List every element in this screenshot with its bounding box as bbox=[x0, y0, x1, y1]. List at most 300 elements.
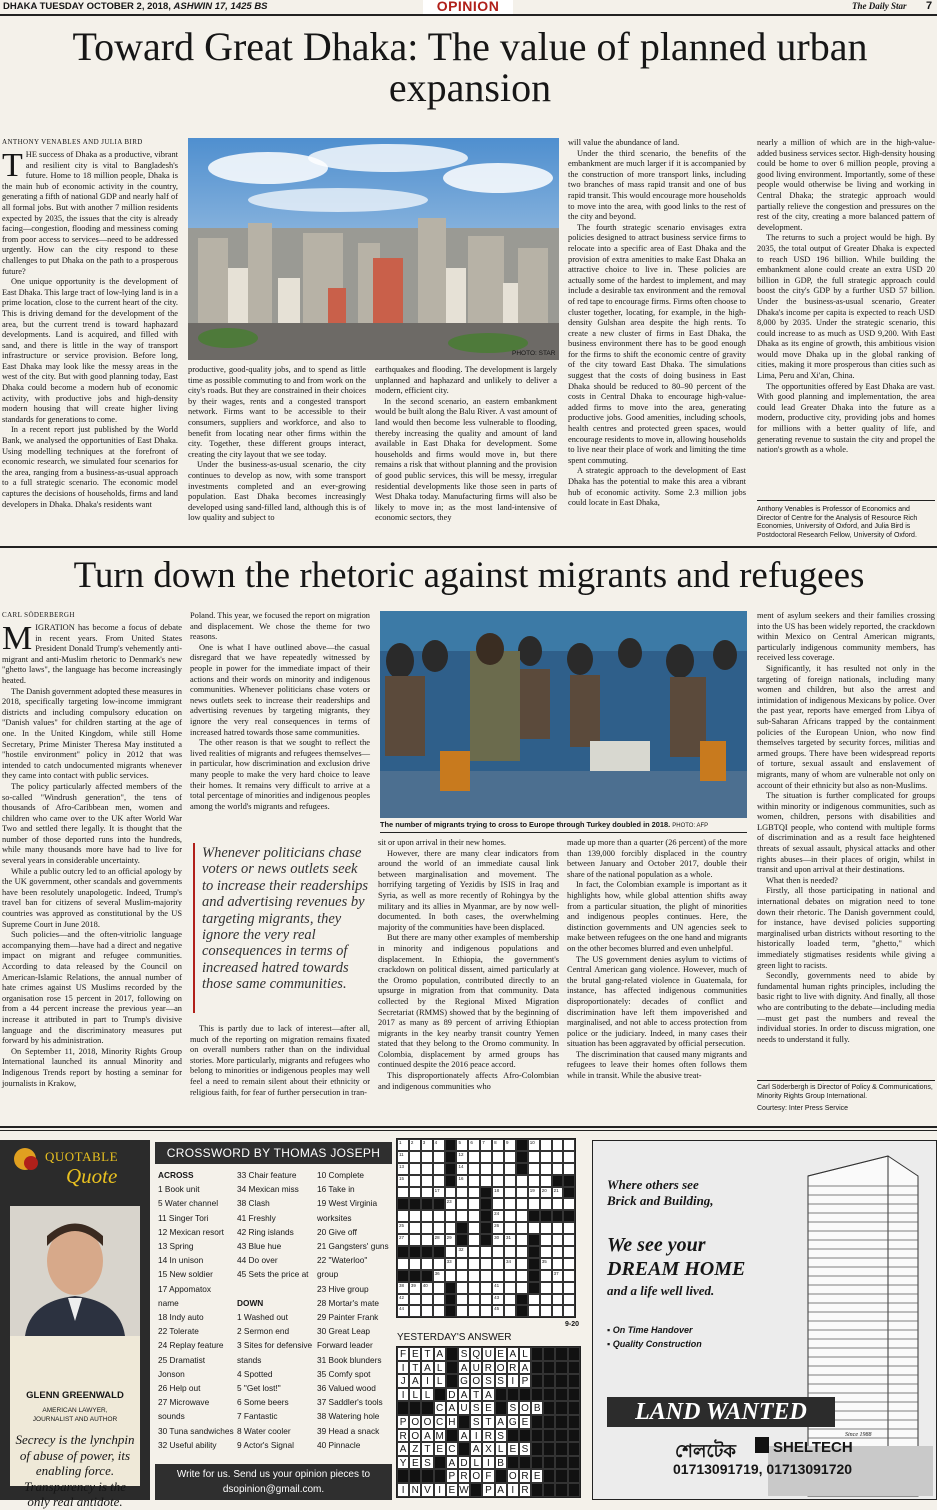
grid-cell[interactable] bbox=[504, 1222, 516, 1234]
grid-cell[interactable] bbox=[445, 1258, 457, 1270]
migrants-boat-photo bbox=[380, 611, 747, 818]
grid-cell bbox=[480, 1198, 492, 1210]
grid-cell[interactable] bbox=[504, 1163, 516, 1175]
answer-cell: H bbox=[446, 1415, 458, 1429]
grid-cell[interactable] bbox=[492, 1198, 504, 1210]
grid-cell[interactable] bbox=[504, 1246, 516, 1258]
puzzle-date: 9-20 bbox=[565, 1321, 580, 1328]
grid-cell[interactable] bbox=[528, 1187, 540, 1199]
grid-cell[interactable] bbox=[480, 1163, 492, 1175]
grid-cell[interactable] bbox=[492, 1305, 504, 1317]
grid-cell[interactable] bbox=[445, 1234, 457, 1246]
grid-cell[interactable] bbox=[552, 1246, 564, 1258]
answer-cell bbox=[434, 1388, 446, 1402]
grid-cell[interactable] bbox=[456, 1175, 468, 1187]
grid-cell[interactable] bbox=[409, 1163, 421, 1175]
grid-cell[interactable] bbox=[540, 1294, 552, 1306]
grid-cell[interactable] bbox=[492, 1210, 504, 1222]
grid-cell[interactable] bbox=[492, 1163, 504, 1175]
opinion-email[interactable]: dsopinion@gmail.com. bbox=[222, 1484, 325, 1495]
grid-cell[interactable] bbox=[409, 1139, 421, 1151]
answer-cell bbox=[568, 1388, 580, 1402]
grid-cell[interactable] bbox=[397, 1210, 409, 1222]
grid-cell[interactable] bbox=[421, 1282, 433, 1294]
clue-number: 30 bbox=[494, 1235, 500, 1241]
grid-cell[interactable] bbox=[528, 1151, 540, 1163]
answer-cell: S bbox=[519, 1442, 531, 1456]
page-number: 7 bbox=[926, 0, 933, 12]
grid-cell[interactable] bbox=[516, 1234, 528, 1246]
answer-cell: T bbox=[409, 1361, 421, 1375]
grid-cell[interactable] bbox=[456, 1198, 468, 1210]
grid-cell bbox=[528, 1258, 540, 1270]
grid-cell[interactable] bbox=[552, 1270, 564, 1282]
grid-cell bbox=[456, 1234, 468, 1246]
brand-bangla: শেলটেক bbox=[675, 1441, 736, 1461]
clue-number: 28 bbox=[434, 1235, 440, 1241]
grid-cell[interactable] bbox=[480, 1258, 492, 1270]
grid-cell[interactable] bbox=[468, 1139, 480, 1151]
grid-cell[interactable] bbox=[528, 1222, 540, 1234]
grid-cell[interactable] bbox=[433, 1270, 445, 1282]
grid-cell[interactable] bbox=[492, 1294, 504, 1306]
answer-cell bbox=[519, 1429, 531, 1443]
courtesy-line: Courtesy: Inter Press Service bbox=[757, 1105, 849, 1112]
answer-cell bbox=[543, 1483, 555, 1497]
answer-cell bbox=[531, 1361, 543, 1375]
answer-cell bbox=[519, 1456, 531, 1470]
grid-cell bbox=[480, 1234, 492, 1246]
grid-cell[interactable] bbox=[397, 1139, 409, 1151]
grid-cell[interactable] bbox=[563, 1282, 575, 1294]
clue-number: 8 bbox=[494, 1140, 497, 1145]
grid-cell[interactable] bbox=[540, 1163, 552, 1175]
answer-cell bbox=[555, 1442, 567, 1456]
grid-cell[interactable] bbox=[421, 1294, 433, 1306]
grid-cell[interactable] bbox=[516, 1270, 528, 1282]
grid-cell[interactable] bbox=[540, 1246, 552, 1258]
grid-cell[interactable] bbox=[445, 1270, 457, 1282]
answer-cell: S bbox=[421, 1456, 433, 1470]
article1-col2: productive, good-quality jobs, and to spend as little time as possible commuting to and from work on the city's roads. But they are constrained in their choices by their wages, rents and a congested transport network. Firms want to be accessible to their consumers, suppliers and workforce, and also to benefit from locating near other firms within the city. Together, these different groups interact, creating the city layout that we see today. Under the business-as-usual scenario, the city continues to develop as now, with some transport investments completed and an ever-growing population. East Dhaka becomes increasingly developed using sand-filled land, although this is of low quality and subject to bbox=[188, 365, 366, 523]
grid-cell[interactable] bbox=[492, 1151, 504, 1163]
grid-cell[interactable] bbox=[504, 1270, 516, 1282]
grid-cell[interactable] bbox=[456, 1139, 468, 1151]
article2-col2b: This is partly due to lack of interest—after all, much of the reporting on migration remains fixated on overall numbers rather than on the individual stories. More particularly, migrants and refugees who belong to minorities or indigenous peoples may well feel a need to remain silent about their ethnicity or religious faith, for fear of further persecution in tran- bbox=[190, 1024, 370, 1097]
grid-cell bbox=[563, 1210, 575, 1222]
grid-cell[interactable] bbox=[552, 1305, 564, 1317]
answer-cell: A bbox=[446, 1456, 458, 1470]
answer-cell: A bbox=[470, 1442, 482, 1456]
grid-cell[interactable] bbox=[397, 1258, 409, 1270]
grid-cell[interactable] bbox=[504, 1151, 516, 1163]
quotable-subtitle: Quote bbox=[66, 1164, 118, 1188]
answer-cell bbox=[568, 1456, 580, 1470]
answer-cell: R bbox=[507, 1361, 519, 1375]
grid-cell[interactable] bbox=[468, 1294, 480, 1306]
grid-cell[interactable] bbox=[433, 1305, 445, 1317]
grid-cell[interactable] bbox=[433, 1175, 445, 1187]
clue-number: 26 bbox=[494, 1223, 500, 1229]
grid-cell[interactable] bbox=[421, 1258, 433, 1270]
answer-cell bbox=[568, 1374, 580, 1388]
grid-cell[interactable] bbox=[504, 1198, 516, 1210]
answer-cell: I bbox=[434, 1483, 446, 1497]
grid-cell[interactable] bbox=[421, 1305, 433, 1317]
grid-cell[interactable] bbox=[456, 1305, 468, 1317]
answer-cell: C bbox=[434, 1401, 446, 1415]
grid-cell[interactable] bbox=[456, 1258, 468, 1270]
grid-cell[interactable] bbox=[540, 1305, 552, 1317]
answer-cell bbox=[470, 1483, 482, 1497]
grid-cell[interactable] bbox=[468, 1222, 480, 1234]
grid-cell[interactable] bbox=[397, 1282, 409, 1294]
grid-cell[interactable] bbox=[552, 1234, 564, 1246]
grid-cell[interactable] bbox=[504, 1282, 516, 1294]
land-wanted-banner: LAND WANTED bbox=[607, 1397, 835, 1427]
answer-cell: R bbox=[482, 1361, 494, 1375]
answer-cell: A bbox=[421, 1429, 433, 1443]
answer-cell: O bbox=[409, 1429, 421, 1443]
grid-cell[interactable] bbox=[540, 1139, 552, 1151]
grid-cell bbox=[563, 1187, 575, 1199]
answer-cell: L bbox=[409, 1388, 421, 1402]
grid-cell[interactable] bbox=[397, 1187, 409, 1199]
grid-cell[interactable] bbox=[480, 1270, 492, 1282]
bullet-item: ▪ On Time Handover bbox=[607, 1325, 693, 1335]
grid-cell[interactable] bbox=[504, 1258, 516, 1270]
clue-number: 19 bbox=[529, 1187, 535, 1193]
answer-cell: S bbox=[482, 1374, 494, 1388]
grid-cell[interactable] bbox=[456, 1210, 468, 1222]
grid-cell[interactable] bbox=[516, 1187, 528, 1199]
answer-cell: F bbox=[397, 1347, 409, 1361]
grid-cell[interactable] bbox=[552, 1139, 564, 1151]
grid-cell[interactable] bbox=[421, 1175, 433, 1187]
grid-cell[interactable] bbox=[563, 1294, 575, 1306]
grid-cell[interactable] bbox=[480, 1305, 492, 1317]
answer-cell bbox=[568, 1347, 580, 1361]
grid-cell[interactable] bbox=[563, 1163, 575, 1175]
grid-cell[interactable] bbox=[456, 1246, 468, 1258]
grid-cell[interactable] bbox=[409, 1234, 421, 1246]
answer-cell: O bbox=[507, 1469, 519, 1483]
grid-cell[interactable] bbox=[433, 1187, 445, 1199]
answer-cell: A bbox=[495, 1415, 507, 1429]
answer-cell bbox=[507, 1388, 519, 1402]
header-rule bbox=[0, 14, 937, 16]
grid-cell bbox=[433, 1198, 445, 1210]
answer-cell bbox=[555, 1483, 567, 1497]
answer-cell: I bbox=[507, 1483, 519, 1497]
grid-cell[interactable] bbox=[563, 1270, 575, 1282]
grid-cell[interactable] bbox=[397, 1234, 409, 1246]
clue-number: 1 bbox=[399, 1140, 402, 1145]
grid-cell[interactable] bbox=[409, 1222, 421, 1234]
grid-cell[interactable] bbox=[504, 1305, 516, 1317]
grid-cell[interactable] bbox=[540, 1198, 552, 1210]
grid-cell[interactable] bbox=[528, 1163, 540, 1175]
grid-cell[interactable] bbox=[445, 1198, 457, 1210]
sheltech-ad bbox=[592, 1140, 937, 1500]
grid-cell[interactable] bbox=[433, 1282, 445, 1294]
grid-cell[interactable] bbox=[421, 1234, 433, 1246]
grid-cell[interactable] bbox=[552, 1198, 564, 1210]
grid-cell[interactable] bbox=[552, 1294, 564, 1306]
clue-number: 23 bbox=[446, 1199, 452, 1205]
grid-cell[interactable] bbox=[445, 1187, 457, 1199]
grid-cell[interactable] bbox=[468, 1258, 480, 1270]
grid-cell[interactable] bbox=[528, 1294, 540, 1306]
phone-numbers[interactable]: 01713091719, 01713091720 bbox=[673, 1461, 853, 1477]
grid-cell[interactable] bbox=[397, 1163, 409, 1175]
grid-cell[interactable] bbox=[397, 1294, 409, 1306]
answer-cell: O bbox=[470, 1374, 482, 1388]
grid-cell[interactable] bbox=[456, 1151, 468, 1163]
clue-number: 3 bbox=[422, 1140, 426, 1145]
grid-cell[interactable] bbox=[504, 1175, 516, 1187]
grid-cell bbox=[409, 1246, 421, 1258]
grid-cell[interactable] bbox=[516, 1282, 528, 1294]
grid-cell[interactable] bbox=[552, 1187, 564, 1199]
grid-cell[interactable] bbox=[468, 1282, 480, 1294]
grid-cell[interactable] bbox=[433, 1222, 445, 1234]
grid-cell[interactable] bbox=[540, 1151, 552, 1163]
grid-cell[interactable] bbox=[421, 1139, 433, 1151]
grid-cell[interactable] bbox=[397, 1305, 409, 1317]
grid-cell[interactable] bbox=[540, 1175, 552, 1187]
answer-cell: C bbox=[434, 1415, 446, 1429]
grid-cell[interactable] bbox=[397, 1175, 409, 1187]
grid-cell[interactable] bbox=[409, 1151, 421, 1163]
quotable-title: QUOTABLE bbox=[45, 1149, 119, 1164]
grid-cell[interactable] bbox=[540, 1187, 552, 1199]
grid-cell[interactable] bbox=[468, 1198, 480, 1210]
grid-cell[interactable] bbox=[480, 1139, 492, 1151]
grid-cell[interactable] bbox=[552, 1151, 564, 1163]
grid-cell bbox=[528, 1270, 540, 1282]
person-name: GLENN GREENWALD bbox=[26, 1390, 124, 1401]
grid-cell[interactable] bbox=[409, 1210, 421, 1222]
grid-cell bbox=[516, 1305, 528, 1317]
grid-cell[interactable] bbox=[421, 1210, 433, 1222]
answer-cell: B bbox=[531, 1401, 543, 1415]
answer-cell: X bbox=[482, 1442, 494, 1456]
grid-cell[interactable] bbox=[456, 1270, 468, 1282]
grid-cell[interactable] bbox=[468, 1187, 480, 1199]
grid-cell[interactable] bbox=[528, 1305, 540, 1317]
grid-cell bbox=[445, 1151, 457, 1163]
answer-cell: E bbox=[409, 1347, 421, 1361]
grid-cell[interactable] bbox=[504, 1139, 516, 1151]
grid-cell[interactable] bbox=[504, 1210, 516, 1222]
grid-cell[interactable] bbox=[528, 1139, 540, 1151]
grid-cell bbox=[528, 1282, 540, 1294]
grid-cell bbox=[516, 1151, 528, 1163]
clue-number: 39 bbox=[410, 1282, 416, 1288]
clue-number: 7 bbox=[482, 1140, 485, 1145]
grid-cell[interactable] bbox=[456, 1294, 468, 1306]
article1-headline: Toward Great Dhaka: The value of planned urban expansion bbox=[72, 24, 868, 110]
grid-cell[interactable] bbox=[492, 1246, 504, 1258]
answer-cell: E bbox=[446, 1483, 458, 1497]
grid-cell[interactable] bbox=[456, 1187, 468, 1199]
answer-grid bbox=[396, 1346, 581, 1498]
photo-caption: The number of migrants trying to cross to Europe through Turkey doubled in 2018. PHOTO: AFP bbox=[380, 820, 709, 829]
bangla-date: ASHWIN 17, 1425 BS bbox=[173, 1, 268, 12]
grid-cell[interactable] bbox=[480, 1294, 492, 1306]
answer-cell bbox=[555, 1361, 567, 1375]
grid-cell[interactable] bbox=[504, 1187, 516, 1199]
grid-cell[interactable] bbox=[528, 1175, 540, 1187]
grid-cell[interactable] bbox=[563, 1246, 575, 1258]
grid-cell[interactable] bbox=[433, 1151, 445, 1163]
answer-cell: A bbox=[446, 1401, 458, 1415]
pullquote: Whenever politicians chase voters or news outlets seek to increase their readerships and advertising revenues by targeting migrants, they ignore the very real consequences in terms of increased hatred towards those same communities. bbox=[202, 845, 369, 993]
down-label: DOWN bbox=[237, 1297, 264, 1308]
grid-cell[interactable] bbox=[492, 1139, 504, 1151]
grid-cell[interactable] bbox=[397, 1151, 409, 1163]
grid-cell[interactable] bbox=[445, 1222, 457, 1234]
grid-cell[interactable] bbox=[456, 1163, 468, 1175]
grid-cell[interactable] bbox=[552, 1282, 564, 1294]
grid-cell[interactable] bbox=[563, 1234, 575, 1246]
grid-cell[interactable] bbox=[409, 1187, 421, 1199]
grid-cell[interactable] bbox=[468, 1270, 480, 1282]
grid-cell[interactable] bbox=[433, 1139, 445, 1151]
grid-cell[interactable] bbox=[468, 1163, 480, 1175]
ad-headline: We see your DREAM HOME bbox=[607, 1234, 746, 1280]
grid-cell[interactable] bbox=[397, 1222, 409, 1234]
bio-rule bbox=[757, 500, 935, 501]
grid-cell[interactable] bbox=[516, 1175, 528, 1187]
grid-cell[interactable] bbox=[433, 1163, 445, 1175]
clue-number: 21 bbox=[553, 1187, 559, 1193]
grid-cell[interactable] bbox=[552, 1222, 564, 1234]
portrait-photo bbox=[10, 1206, 140, 1336]
grid-cell[interactable] bbox=[540, 1222, 552, 1234]
grid-cell[interactable] bbox=[468, 1175, 480, 1187]
grid-cell[interactable] bbox=[421, 1163, 433, 1175]
grid-cell[interactable] bbox=[492, 1282, 504, 1294]
grid-cell[interactable] bbox=[468, 1246, 480, 1258]
answer-cell: S bbox=[458, 1347, 470, 1361]
grid-cell[interactable] bbox=[563, 1305, 575, 1317]
grid-cell[interactable] bbox=[492, 1270, 504, 1282]
grid-cell[interactable] bbox=[468, 1210, 480, 1222]
grid-cell[interactable] bbox=[540, 1234, 552, 1246]
grid-cell[interactable] bbox=[468, 1151, 480, 1163]
grid-cell[interactable] bbox=[552, 1163, 564, 1175]
answer-cell bbox=[409, 1469, 421, 1483]
answer-cell: R bbox=[519, 1469, 531, 1483]
grid-cell[interactable] bbox=[504, 1234, 516, 1246]
grid-cell[interactable] bbox=[421, 1222, 433, 1234]
grid-cell bbox=[445, 1294, 457, 1306]
grid-cell[interactable] bbox=[421, 1151, 433, 1163]
grid-cell[interactable] bbox=[540, 1270, 552, 1282]
grid-cell bbox=[552, 1175, 564, 1187]
grid-cell[interactable] bbox=[480, 1175, 492, 1187]
grid-cell[interactable] bbox=[563, 1139, 575, 1151]
grid-cell[interactable] bbox=[433, 1210, 445, 1222]
article2-col5: ment of asylum seekers and their families crossing into the US has been widely reported, the crackdown within Mexico on Central American migrants, particularly indigenous community members, has received less coverage. Significantly, it has resulted not only in the targeting of foreign nationals, including many women and children, but also the arrest and intimidation of indigenous Mexicans by police. Over the past year, reports have emerged from Libya of sub-Saharan Africans trapped by the containment policies of the European Union, who now find themselves targeted by security forces, militias and armed groups. There have been widespread reports of torture, sexual assault and enslavement of migrants, many of whom are vulnerable not only on account of their ethnicity but also as non-Muslims. The situation is further complicated for groups within minority or indigenous communities, such as women, children, persons with disabilities and LGBTQI people, who contend with multiple forms of discrimination and as a result face heightened threats of sexual assault, physical attacks and other rights abuses—in their places of origin, whilst in transit and upon arrival at their destinations. What then is needed? Firstly, all those participating in national and international debates on migration need to tone down their rhetoric. The Danish government could, for instance, have devised policies supporting marginalised urban districts without resorting to the historically loaded term, "ghetto," which immediately stigmatises residents while giving a green light to racists. Secondly, governments need to abide by fundamental human rights principles, including the basic right to live with dignity. And finally, all those who are contributing to the debate—including media—must get past the numbers and reveal the individual stories. In order to discuss migration, one needs to understand it fully. bbox=[757, 611, 935, 1044]
grid-cell[interactable] bbox=[492, 1187, 504, 1199]
grid-cell[interactable] bbox=[540, 1282, 552, 1294]
grid-cell[interactable] bbox=[540, 1258, 552, 1270]
grid-cell[interactable] bbox=[516, 1246, 528, 1258]
grid-cell[interactable] bbox=[563, 1258, 575, 1270]
answer-cell: N bbox=[409, 1483, 421, 1497]
grid-cell[interactable] bbox=[552, 1258, 564, 1270]
grid-cell[interactable] bbox=[563, 1222, 575, 1234]
grid-cell[interactable] bbox=[445, 1246, 457, 1258]
grid-cell[interactable] bbox=[516, 1258, 528, 1270]
grid-cell[interactable] bbox=[492, 1175, 504, 1187]
grid-cell[interactable] bbox=[409, 1175, 421, 1187]
answer-cell bbox=[446, 1347, 458, 1361]
answer-cell: E bbox=[531, 1469, 543, 1483]
grid-cell[interactable] bbox=[516, 1210, 528, 1222]
answer-cell: S bbox=[495, 1374, 507, 1388]
grid-cell bbox=[563, 1175, 575, 1187]
answer-cell: V bbox=[421, 1483, 433, 1497]
answer-cell: A bbox=[458, 1388, 470, 1402]
grid-cell bbox=[516, 1294, 528, 1306]
grid-cell[interactable] bbox=[492, 1234, 504, 1246]
grid-cell[interactable] bbox=[480, 1151, 492, 1163]
section-rule bbox=[0, 1130, 937, 1131]
clue-number: 6 bbox=[470, 1140, 473, 1145]
answer-cell: A bbox=[421, 1361, 433, 1375]
grid-cell[interactable] bbox=[516, 1222, 528, 1234]
grid-cell[interactable] bbox=[433, 1258, 445, 1270]
quote-text: Secrecy is the lynchpin of abuse of power, its enabling force. Transparency is the only real antidote. bbox=[15, 1432, 135, 1509]
grid-cell[interactable] bbox=[480, 1246, 492, 1258]
answer-cell: A bbox=[458, 1361, 470, 1375]
grid-cell[interactable] bbox=[409, 1282, 421, 1294]
grid-cell[interactable] bbox=[563, 1198, 575, 1210]
clue-number: 42 bbox=[399, 1294, 405, 1300]
section-rule bbox=[0, 546, 937, 548]
section-rule bbox=[0, 1126, 937, 1128]
grid-cell[interactable] bbox=[433, 1234, 445, 1246]
grid-cell[interactable] bbox=[409, 1305, 421, 1317]
grid-cell[interactable] bbox=[421, 1187, 433, 1199]
dhaka-city-photo bbox=[188, 138, 559, 360]
grid-cell[interactable] bbox=[528, 1198, 540, 1210]
grid-cell[interactable] bbox=[504, 1294, 516, 1306]
grid-cell[interactable] bbox=[456, 1282, 468, 1294]
grid-cell[interactable] bbox=[409, 1258, 421, 1270]
grid-cell[interactable] bbox=[516, 1198, 528, 1210]
grid-cell[interactable] bbox=[468, 1305, 480, 1317]
grid-cell[interactable] bbox=[480, 1282, 492, 1294]
clues-col-b: 33 Chair feature 34 Mexican miss 38 Clash 41 Freshly 42 Ring islands 43 Blue hue 44 Do over 45 Sets the price at DOWN 1 Washed out 2 Sermon end 3 Sites for defensive stands 4 Spotted 5 "Get lost!" 6 Some beers 7 Fantastic 8 Water cooler 9 Actor's Signal bbox=[237, 1168, 315, 1452]
grid-cell[interactable] bbox=[468, 1234, 480, 1246]
grid-cell[interactable] bbox=[445, 1210, 457, 1222]
answer-cell: E bbox=[434, 1442, 446, 1456]
answer-cell bbox=[543, 1469, 555, 1483]
grid-cell[interactable] bbox=[409, 1294, 421, 1306]
grid-cell[interactable] bbox=[433, 1294, 445, 1306]
answer-cell: I bbox=[482, 1456, 494, 1470]
grid-cell[interactable] bbox=[492, 1258, 504, 1270]
grid-cell[interactable] bbox=[492, 1222, 504, 1234]
grid-cell bbox=[528, 1210, 540, 1222]
grid-cell[interactable] bbox=[563, 1151, 575, 1163]
crossword-grid[interactable] bbox=[396, 1138, 576, 1318]
